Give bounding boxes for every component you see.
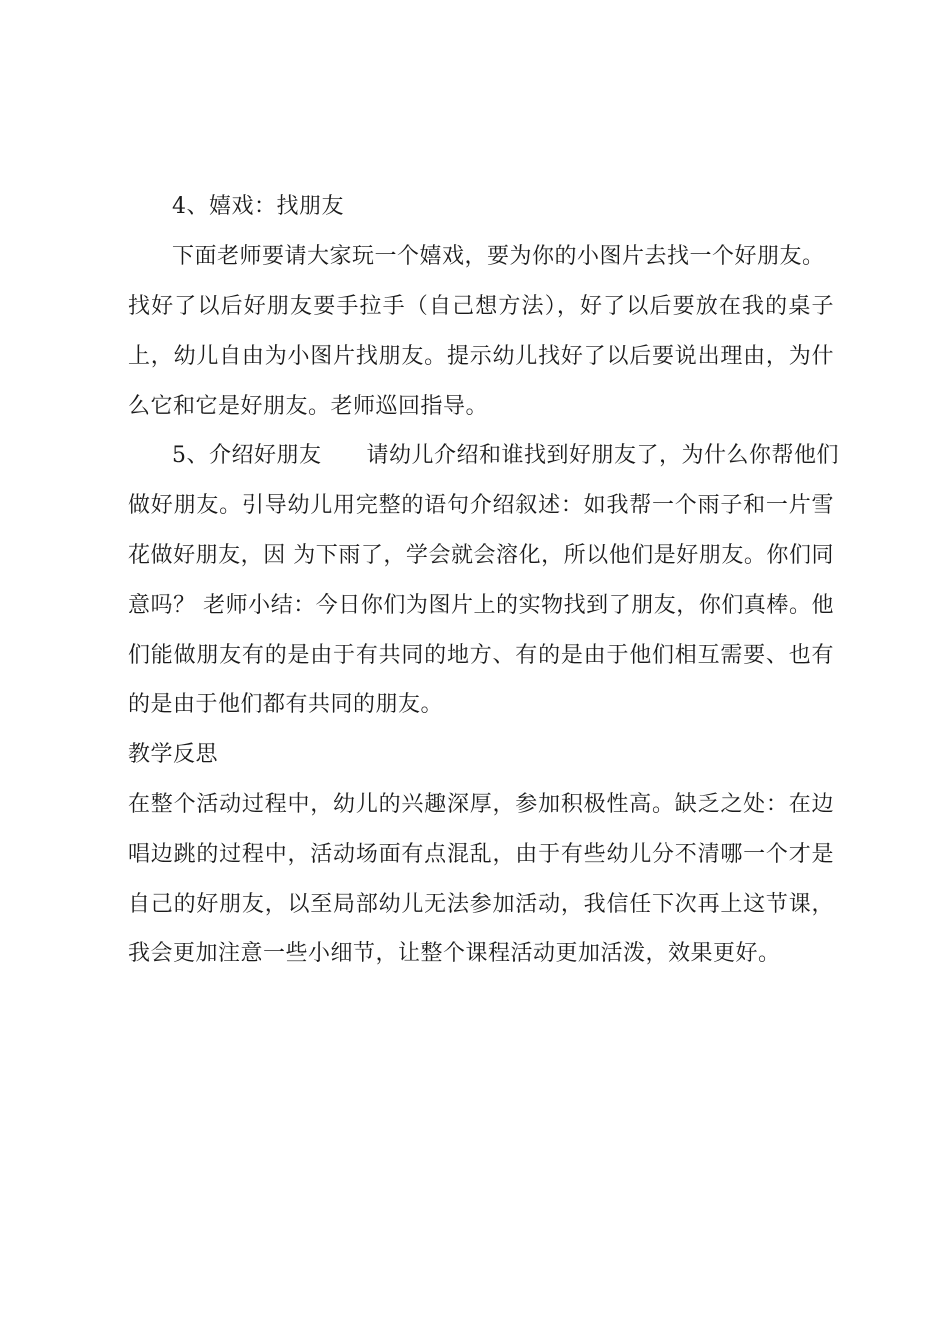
paragraph-line: 么它和它是好朋友。老师巡回指导。 xyxy=(128,394,489,419)
paragraph-line: 自己的好朋友，以至局部幼儿无法参加活动，我信任下次再上这节课， xyxy=(128,892,834,917)
paragraph-line: 的是由于他们都有共同的朋友。 xyxy=(128,692,444,717)
paragraph-line: 上，幼儿自由为小图片找朋友。提示幼儿找好了以后要说出理由，为什 xyxy=(128,344,834,369)
paragraph-line: 做好朋友。引导幼儿用完整的语句介绍叙述：如我帮一个雨子和一片雪 xyxy=(128,493,834,518)
paragraph-line: 找好了以后好朋友要手拉手（自己想方法），好了以后要放在我的桌子 xyxy=(128,294,834,319)
paragraph-line: 下面老师要请大家玩一个嬉戏，要为你的小图片去找一个好朋友。 xyxy=(172,244,825,269)
section-heading-4: 4、嬉戏：找朋友 xyxy=(172,194,344,219)
section-heading-5: 5、介绍好朋友 请幼儿介绍和谁找到好朋友了，为什么你帮他们 xyxy=(172,443,839,468)
paragraph-line: 在整个活动过程中，幼儿的兴趣深厚，参加积极性高。缺乏之处：在边 xyxy=(128,792,834,817)
paragraph-line: 我会更加注意一些小细节，让整个课程活动更加活泼，效果更好。 xyxy=(128,941,781,966)
paragraph-line: 花做好朋友，因 为下雨了，学会就会溶化，所以他们是好朋友。你们同 xyxy=(128,543,834,568)
reflection-heading: 教学反思 xyxy=(128,742,219,767)
paragraph-line: 们能做朋友有的是由于有共同的地方、有的是由于他们相互需要、也有 xyxy=(128,643,834,668)
paragraph-line: 唱边跳的过程中，活动场面有点混乱，由于有些幼儿分不清哪一个才是 xyxy=(128,842,834,867)
paragraph-line: 意吗？ 老师小结：今日你们为图片上的实物找到了朋友，你们真棒。他 xyxy=(128,593,834,618)
